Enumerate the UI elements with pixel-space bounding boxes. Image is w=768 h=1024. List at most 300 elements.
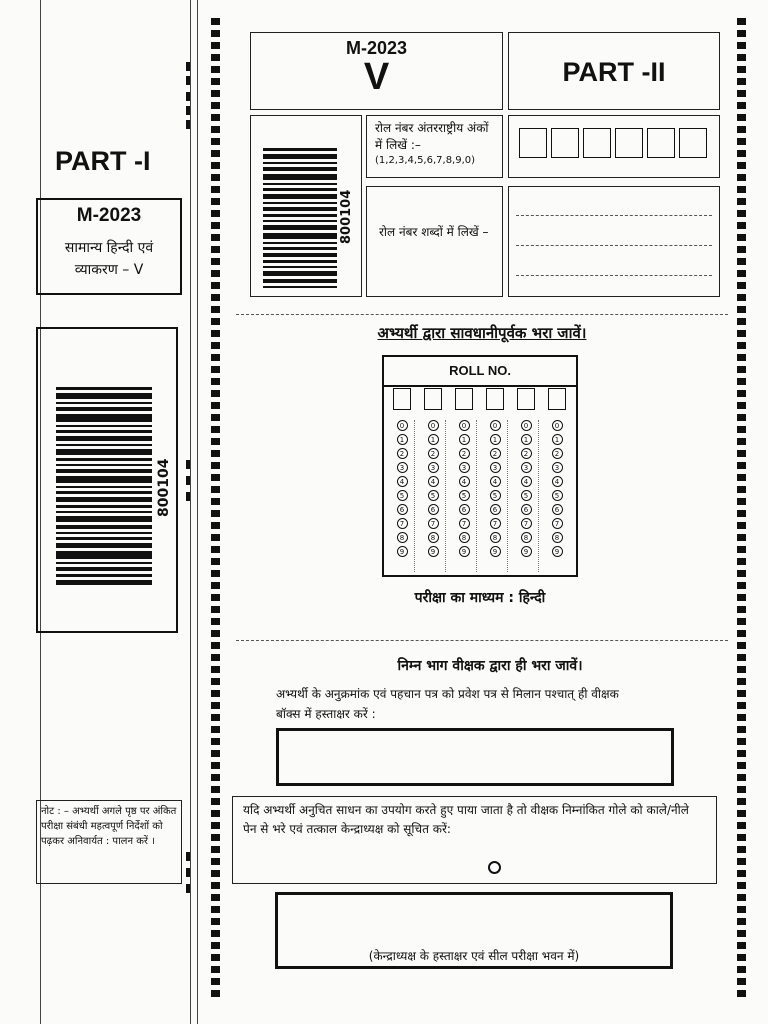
roll-digit-bubble[interactable]: 2 [552,448,563,459]
roll-digit-box-3[interactable] [583,128,611,158]
barcode-bar [56,580,152,585]
barcode-bar [263,154,337,159]
timing-mark [737,186,746,193]
timing-mark [211,834,220,841]
timing-mark [211,246,220,253]
roll-digit-bubble[interactable]: 0 [459,420,470,431]
roll-column-divider [507,420,508,572]
barcode-bar [263,167,337,171]
timing-mark [211,570,220,577]
roll-digit-bubble[interactable]: 1 [459,434,470,445]
timing-mark [211,366,220,373]
subject-name: सामान्य हिन्दी एवं व्याकरण – V [64,240,154,278]
timing-mark [211,966,220,973]
roll-digit-bubble[interactable]: 9 [521,546,532,557]
roll-digit-bubble[interactable]: 9 [397,546,408,557]
timing-mark [737,918,746,925]
timing-mark [737,330,746,337]
timing-mark [211,870,220,877]
timing-mark [737,198,746,205]
timing-mark [737,282,746,289]
roll-digit-bubble[interactable]: 9 [490,546,501,557]
roll-digit-bubble[interactable]: 8 [521,532,532,543]
timing-mark [737,18,746,25]
part-two-box [508,32,720,110]
timing-mark [737,810,746,817]
timing-mark [211,990,220,997]
roll-digit-bubble[interactable]: 2 [490,448,501,459]
timing-mark [737,438,746,445]
roll-digit-bubble[interactable]: 9 [552,546,563,557]
timing-mark [737,930,746,937]
roll-digit-bubble[interactable]: 0 [397,420,408,431]
timing-mark [737,762,746,769]
barcode-number-left: 800104 [156,458,172,517]
timing-mark [737,510,746,517]
timing-mark [737,522,746,529]
barcode-box-right [250,115,362,297]
timing-mark [211,882,220,889]
roll-column-6 [545,418,569,560]
roll-digit-bubble[interactable]: 7 [397,518,408,529]
timing-mark [211,726,220,733]
unfair-means-bubble[interactable] [488,861,501,874]
barcode-bar [263,225,337,230]
barcode-bar [263,202,337,204]
timing-mark [737,714,746,721]
timing-mark [211,330,220,337]
fold-line-left [190,0,191,1024]
roll-digit-bubble[interactable]: 3 [397,462,408,473]
roll-digit-bubble[interactable]: 7 [428,518,439,529]
roll-digit-bubble[interactable]: 4 [397,476,408,487]
timing-mark [211,318,220,325]
roll-words-line-2 [516,245,712,246]
roll-column-divider [445,420,446,572]
timing-mark [737,138,746,145]
roll-column-divider [538,420,539,572]
barcode-bar [263,247,337,250]
timing-mark [211,258,220,265]
timing-mark [211,906,220,913]
timing-mark [737,414,746,421]
roll-digit-bubble[interactable]: 4 [521,476,532,487]
roll-digit-bubble[interactable]: 3 [521,462,532,473]
roll-digit-bubble[interactable]: 4 [490,476,501,487]
timing-mark [211,690,220,697]
barcode-bar [263,271,337,276]
barcode-bar [56,516,152,522]
timing-mark [737,54,746,61]
timing-mark [186,476,190,485]
timing-mark [737,114,746,121]
timing-mark [737,306,746,313]
roll-digit-bubble[interactable]: 4 [552,476,563,487]
subject-box [36,198,182,295]
barcode-box-left [36,327,178,633]
timing-mark [737,462,746,469]
unfair-means-text: यदि अभ्यर्थी अनुचित साधन का उपयोग करते हुए पाया जाता है तो वीक्षक निम्नांकित गोले को काले/नीले पेन से भरे एवं तत्काल केन्द्राध्यक्ष को सूचित करें: [243,803,689,836]
barcode-bar [56,387,152,390]
barcode-bar [56,491,152,494]
timing-mark [211,474,220,481]
timing-mark [737,174,746,181]
roll-numeric-label: रोल नंबर अंतरराष्ट्रीय अंकों में लिखें :– [375,121,489,152]
roll-digit-bubble[interactable]: 4 [428,476,439,487]
barcode-bar [56,476,152,483]
timing-mark [211,786,220,793]
barcode-bar [263,253,337,257]
timing-mark [737,726,746,733]
timing-mark [211,858,220,865]
roll-column-box[interactable] [455,388,473,410]
roll-column-4 [483,418,507,560]
timing-mark [211,378,220,385]
timing-mark [737,774,746,781]
timing-mark [737,966,746,973]
timing-mark [737,750,746,757]
roll-column-box[interactable] [486,388,504,410]
part-two-label: PART -II [562,57,666,87]
section-divider-2 [236,640,728,641]
part-one-label: PART -I [55,146,151,176]
barcode-bar [263,233,337,239]
timing-mark [211,654,220,661]
barcode-bar [56,436,152,441]
timing-mark [211,798,220,805]
roll-digit-bubble[interactable]: 0 [552,420,563,431]
timing-mark [211,714,220,721]
roll-digit-bubble[interactable]: 0 [428,420,439,431]
barcode-bar [56,562,152,564]
roll-digit-bubble[interactable]: 7 [521,518,532,529]
roll-digit-bubble[interactable]: 6 [428,504,439,515]
timing-mark [211,558,220,565]
timing-mark [186,460,190,469]
barcode-bar [263,279,337,283]
timing-mark [211,66,220,73]
series-letter: V [363,56,390,98]
timing-mark [211,618,220,625]
barcode-bar [56,414,152,422]
roll-digit-bubble[interactable]: 3 [552,462,563,473]
timing-mark [211,210,220,217]
barcode-bar [56,574,152,577]
timing-mark [737,150,746,157]
timing-mark [186,92,190,101]
roll-digit-bubble[interactable]: 0 [521,420,532,431]
barcode-bar [56,497,152,502]
timing-mark [211,294,220,301]
timing-mark [211,42,220,49]
roll-digit-box-2[interactable] [551,128,579,158]
timing-mark [737,546,746,553]
barcode-bar [56,532,152,534]
barcode-right [263,148,337,288]
superintendent-note: (केन्द्राध्यक्ष के हस्ताक्षर एवं सील परीक्षा भवन में) [368,949,580,963]
timing-mark [211,402,220,409]
timing-mark [737,642,746,649]
roll-digit-bubble[interactable]: 3 [428,462,439,473]
timing-mark [211,282,220,289]
timing-mark [737,882,746,889]
timing-mark [211,630,220,637]
timing-mark [211,930,220,937]
roll-digit-bubble[interactable]: 1 [490,434,501,445]
timing-mark [737,210,746,217]
roll-digit-bubble[interactable]: 6 [397,504,408,515]
timing-mark [186,884,190,893]
roll-digit-bubble[interactable]: 8 [428,532,439,543]
barcode-bar [263,148,337,151]
timing-mark [211,846,220,853]
roll-digit-bubble[interactable]: 8 [397,532,408,543]
timing-mark [737,798,746,805]
roll-column-box[interactable] [393,388,411,410]
timing-mark [737,570,746,577]
timing-mark [211,678,220,685]
barcode-bar [56,407,152,411]
timing-mark [211,582,220,589]
roll-digit-bubble[interactable]: 6 [459,504,470,515]
timing-mark [737,498,746,505]
roll-column-box[interactable] [517,388,535,410]
barcode-bar [56,449,152,455]
timing-mark [211,522,220,529]
timing-mark [737,630,746,637]
timing-mark [186,868,190,877]
barcode-bar [56,402,152,404]
roll-digit-box-5[interactable] [647,128,675,158]
timing-mark [211,594,220,601]
roll-column-2 [421,418,445,560]
roll-digit-bubble[interactable]: 3 [459,462,470,473]
fold-line-right [197,0,198,1024]
timing-mark [737,894,746,901]
barcode-bar [263,162,337,164]
barcode-bar [56,464,152,466]
roll-numeric-hint: (1,2,3,4,5,6,7,8,9,0) [375,155,476,166]
timing-mark [211,30,220,37]
roll-digit-bubble[interactable]: 5 [552,490,563,501]
roll-digit-bubble[interactable]: 1 [428,434,439,445]
roll-digit-bubble[interactable]: 7 [490,518,501,529]
roll-words-entry[interactable] [508,186,720,297]
roll-digit-bubble[interactable]: 5 [490,490,501,501]
roll-digit-box-1[interactable] [519,128,547,158]
roll-digit-bubble[interactable]: 3 [490,462,501,473]
timing-mark [737,702,746,709]
unfair-means-box [232,796,717,884]
roll-digit-bubble[interactable]: 0 [490,420,501,431]
timing-mark [737,162,746,169]
roll-digit-bubble[interactable]: 1 [552,434,563,445]
timing-mark [737,30,746,37]
timing-mark [186,76,190,85]
timing-mark [211,174,220,181]
barcode-bar [56,537,152,540]
barcode-bar [56,486,152,488]
barcode-bar [263,188,337,191]
timing-mark [211,354,220,361]
timing-mark [737,678,746,685]
timing-mark [737,786,746,793]
timing-mark [737,402,746,409]
subject-code: M-2023 [76,205,142,226]
roll-digit-bubble[interactable]: 4 [459,476,470,487]
timing-mark [737,846,746,853]
timing-mark [737,558,746,565]
barcode-bar [56,525,152,529]
timing-mark [211,450,220,457]
timing-mark [186,106,190,115]
candidate-heading: अभ्यर्थी द्वारा सावधानीपूर्वक भरा जावें। [377,324,587,342]
timing-mark [737,942,746,949]
barcode-bar [56,393,152,399]
timing-mark [737,990,746,997]
invigilator-signature-box[interactable] [276,728,674,786]
timing-mark [211,390,220,397]
roll-digit-bubble[interactable]: 7 [459,518,470,529]
barcode-bar [263,174,337,180]
timing-mark [737,978,746,985]
roll-digit-bubble[interactable]: 1 [397,434,408,445]
timing-mark [737,378,746,385]
section-divider-1 [236,314,728,315]
timing-mark [211,894,220,901]
timing-mark [186,120,190,129]
roll-digit-bubble[interactable]: 5 [459,490,470,501]
roll-digit-bubble[interactable]: 6 [521,504,532,515]
timing-mark [737,654,746,661]
roll-column-divider [414,420,415,572]
roll-digit-bubble[interactable]: 5 [521,490,532,501]
roll-grid-title: ROLL NO. [384,357,576,387]
roll-digit-bubble[interactable]: 5 [428,490,439,501]
roll-digit-bubble[interactable]: 8 [490,532,501,543]
timing-mark [211,774,220,781]
roll-digit-bubble[interactable]: 2 [521,448,532,459]
timing-mark [186,492,190,501]
note-box [36,800,182,884]
timing-mark [737,102,746,109]
roll-digit-bubble[interactable]: 7 [552,518,563,529]
timing-mark [211,978,220,985]
timing-mark [211,954,220,961]
roll-digit-bubble[interactable]: 8 [459,532,470,543]
timing-mark [737,954,746,961]
barcode-bar [56,458,152,461]
roll-digit-box-6[interactable] [679,128,707,158]
roll-digit-bubble[interactable]: 9 [428,546,439,557]
barcode-bar [263,207,337,211]
timing-mark [737,366,746,373]
timing-mark [186,62,190,71]
timing-mark [211,342,220,349]
timing-mark [737,222,746,229]
timing-mark [211,438,220,445]
roll-digit-bubble[interactable]: 8 [552,532,563,543]
timing-mark [211,126,220,133]
roll-column-3 [452,418,476,560]
timing-mark [737,450,746,457]
barcode-bar [263,183,337,185]
barcode-bar [263,194,337,199]
barcode-bar [263,266,337,268]
timing-mark [737,354,746,361]
timing-mark [211,702,220,709]
timing-mark [211,270,220,277]
barcode-bar [56,425,152,427]
timing-mark [211,138,220,145]
timing-mark [211,546,220,553]
timing-mark [737,426,746,433]
timing-mark [211,810,220,817]
timing-mark [737,90,746,97]
timing-mark [211,102,220,109]
timing-mark [211,306,220,313]
timing-mark [211,918,220,925]
roll-digit-bubble[interactable]: 6 [490,504,501,515]
roll-column-box[interactable] [548,388,566,410]
timing-mark [737,870,746,877]
roll-words-line-1 [516,215,712,216]
roll-numeric-label-box [366,115,503,178]
timing-mark [737,822,746,829]
timing-mark [211,114,220,121]
invigilator-instruction: अभ्यर्थी के अनुक्रमांक एवं पहचान पत्र को प्रवेश पत्र से मिलान पश्चात् ही वीक्षक बॉक्स में हस्ताक्षर करें : [276,687,619,721]
timing-mark [737,318,746,325]
timing-mark [211,198,220,205]
exam-medium: परीक्षा का माध्यम : हिन्दी [414,590,546,606]
superintendent-box[interactable] [275,892,673,969]
roll-digit-bubble[interactable]: 1 [521,434,532,445]
timing-mark [211,462,220,469]
roll-column-box[interactable] [424,388,442,410]
timing-mark [211,150,220,157]
roll-digit-box-4[interactable] [615,128,643,158]
timing-mark [211,738,220,745]
timing-mark [737,234,746,241]
roll-digit-bubble[interactable]: 6 [552,504,563,515]
timing-mark [211,222,220,229]
timing-mark [211,750,220,757]
timing-mark [211,78,220,85]
roll-digit-bubble[interactable]: 2 [428,448,439,459]
roll-digit-bubble[interactable]: 2 [459,448,470,459]
timing-mark [737,474,746,481]
note-text: नोट : – अभ्यर्थी अगले पृष्ठ पर अंकित परीक्षा संबंधी महत्वपूर्ण निर्देशों को पढ़कर अनिवार्यत : पालन करें । [41,806,177,847]
timing-mark [737,126,746,133]
barcode-bar [56,444,152,446]
timing-mark [737,858,746,865]
barcode-bar [56,511,152,513]
timing-mark [211,498,220,505]
roll-digit-bubble[interactable]: 9 [459,546,470,557]
timing-mark [737,78,746,85]
barcode-bar [56,551,152,559]
timing-mark [737,390,746,397]
timing-mark [211,414,220,421]
timing-mark [211,534,220,541]
roll-digit-bubble[interactable]: 2 [397,448,408,459]
roll-column-5 [514,418,538,560]
barcode-left [56,387,152,585]
timing-mark [211,18,220,25]
roll-digit-bubble[interactable]: 5 [397,490,408,501]
timing-mark [737,270,746,277]
barcode-bar [263,260,337,263]
